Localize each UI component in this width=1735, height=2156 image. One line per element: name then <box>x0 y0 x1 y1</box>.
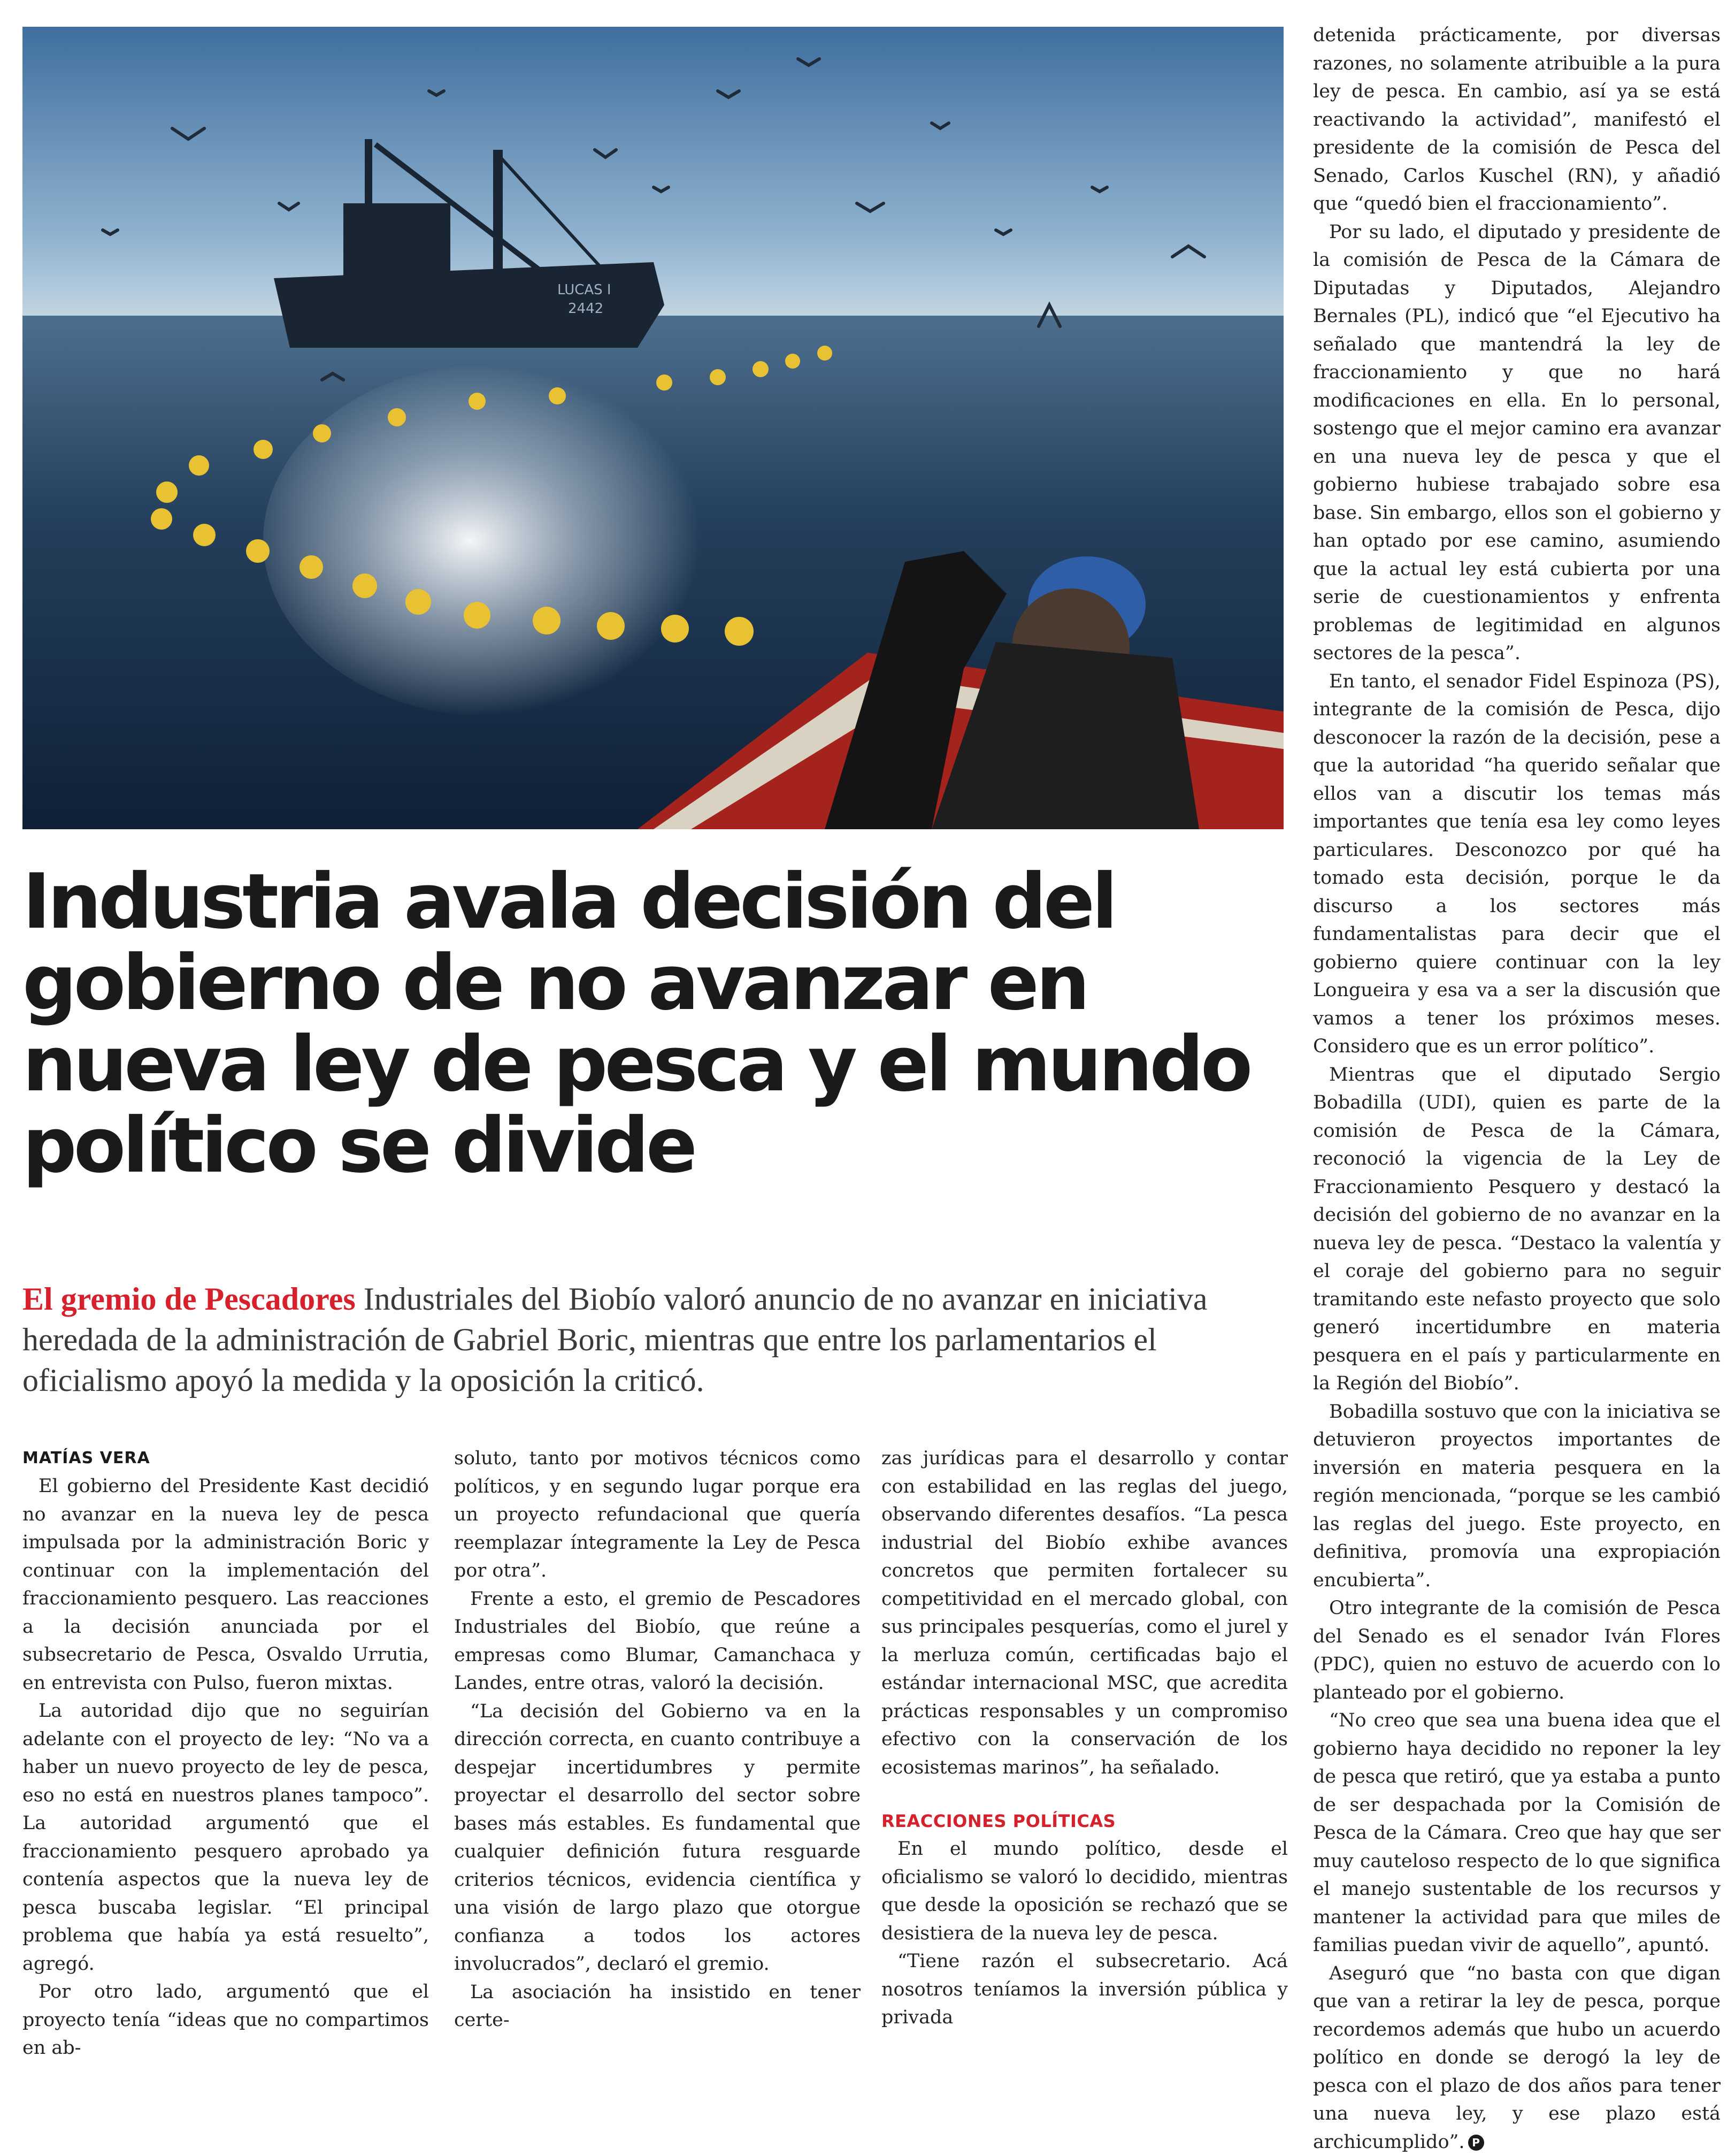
headline: Industria avala decisión del gobierno de no avanzar en nueva ley de pesca y el mundo político se divide <box>22 861 1274 1187</box>
deck-lead: El gremio de Pescadores <box>22 1281 356 1317</box>
paragraph: Frente a esto, el gremio de Pescadores Industriales del Biobío, que reúne a empresas como Blumar, Camanchaca y Landes, entre otras, valoró la decisión. <box>454 1585 861 1698</box>
paragraph: En el mundo político, desde el oficialismo se valoró lo decidido, mientras que desde la oposición se rechazó que se desistiera de la nueva ley de pesca. <box>881 1835 1288 1947</box>
paragraph: Por su lado, el diputado y presidente de la comisión de Pesca de la Cámara de Diputadas y Diputados, Alejandro Bernales (PL), indicó que “el Ejecutivo ha señalado que mantendrá la ley de fraccionamiento y que no hará modificaciones en ella. En lo personal, sostengo que el mejor camino era avanzar en una nueva ley de pesca y que el gobierno hubiese trabajado sobre esa base. Sin embargo, ellos son el gobierno y han optado por ese camino, asumiendo que la actual ley está cubierta por una serie de cuestionamientos y enfrenta problemas de legitimidad en algunos sectores de la pesca”. <box>1313 218 1721 668</box>
paragraph: detenida prácticamente, por diversas razones, no solamente atribuible a la pura ley de pesca. En cambio, así ya se está reactivando la actividad”, manifestó el presidente de la comisión de Pesca del Senado, Carlos Kuschel (RN), y añadió que “quedó bien el fraccionamiento”. <box>1313 21 1721 218</box>
last-paragraph <box>1313 1960 1721 2156</box>
paragraph: Por otro lado, argumentó que el proyecto tenía “ideas que no compartimos en ab- <box>22 1978 429 2062</box>
paragraph: “No creo que sea una buena idea que el gobierno haya decidido no reponer la ley de pesca que retiró, que ya estaba a punto de ser despachada por la Comisión de Pesca de la Cámara. Creo que hay que ser muy cauteloso respecto de lo que significa el manejo sustentable de los recursos y mantener la actividad para que miles de familias puedan vivir de aquello”, apuntó. <box>1313 1707 1721 1960</box>
body-column-2 <box>454 1444 861 2012</box>
hull-name: LUCAS I <box>557 282 611 298</box>
hull-number: 2442 <box>568 301 603 317</box>
body-column-4 <box>1313 21 1721 2012</box>
deck-text: Industriales del Biobío valoró anuncio de no avanzar en iniciativa heredada de la administración de Gabriel Boric, mientras que entre los parlamentarios el oficialismo apoyó la medida y la oposición la criticó. <box>22 1281 1208 1398</box>
paragraph: Otro integrante de la comisión de Pesca del Senado es el senador Iván Flores (PDC), quien no estuvo de acuerdo con lo planteado por el gobierno. <box>1313 1594 1721 1707</box>
paragraph: Mientras que el diputado Sergio Bobadilla (UDI), quien es parte de la comisión de Pesca de la Cámara, reconoció la vigencia de la Ley de Fraccionamiento Pesquero y destacó la decisión del gobierno de no avanzar en la nueva ley de pesca. “Destaco la valentía y el coraje del gobierno para no seguir tramitando este nefasto proyecto que solo generó incertidumbre en materia pesquera en el país y particularmente en la Región del Biobío”. <box>1313 1061 1721 1398</box>
fishing-boat-photo <box>22 27 1284 829</box>
article-photo <box>22 27 1284 829</box>
paragraph: La asociación ha insistido en tener certe- <box>454 1978 861 2035</box>
deck <box>22 1279 1274 1401</box>
paragraph: “La decisión del Gobierno va en la dirección correcta, en cuanto contribuye a despejar incertidumbres y permite proyectar el desarrollo del sector sobre bases más estables. Es fundamental que cualquier definición futura resguarde criterios técnicos, evidencia científica y una visión de largo plazo que otorgue confianza a todos los actores involucrados”, declaró el gremio. <box>454 1698 861 1978</box>
paragraph: En tanto, el senador Fidel Espinoza (PS), integrante de la comisión de Pesca, dijo desconocer la razón de la decisión, pese a que la autoridad “ha querido señalar que ellos van a discutir los temas más importantes que tenía esa ley como leyes particulares. Desconozco por qué ha tomado esta decisión, porque le da discurso a los sectores más fundamentalistas para decir que el gobierno quiere continuar con la ley Longueira y esa va a ser la discusión que vamos a tener los próximos meses. Considero que es un error político”. <box>1313 668 1721 1061</box>
paragraph: Bobadilla sostuvo que con la iniciativa se detuvieron proyectos importantes de inversión en materia pesquera en la región mencionada, “porque se les cambió las reglas del juego. Este proyecto, en definitiva, promovía una expropiación encubierta”. <box>1313 1398 1721 1595</box>
byline: MATÍAS VERA <box>22 1444 429 1472</box>
body-column-1 <box>22 1444 429 2012</box>
paragraph-text: Aseguró que “no basta con que digan que van a retirar la ley de pesca, porque recordemos además que hubo un acuerdo político en donde se derogó la ley de pesca con el plazo de dos años para tener una nueva ley, y ese plazo está archicumplido”. <box>1313 1963 1721 2153</box>
paragraph: soluto, tanto por motivos técnicos como políticos, y en segundo lugar porque era un proyecto refundacional que quería reemplazar íntegramente la Ley de Pesca por otra”. <box>454 1444 861 1585</box>
end-mark-icon: P <box>1468 2135 1484 2151</box>
section-subhead: REACCIONES POLÍTICAS <box>881 1807 1288 1835</box>
paragraph: El gobierno del Presidente Kast decidió no avanzar en la nueva ley de pesca impulsada por la administración Boric y continuar con la implementación del fraccionamiento pesquero. Las reacciones a la decisión anunciada por el subsecretario de Pesca, Osvaldo Urrutia, en entrevista con Pulso, fueron mixtas. <box>22 1472 429 1697</box>
paragraph: zas jurídicas para el desarrollo y contar con estabilidad en las reglas del juego, observando diferentes desafíos. “La pesca industrial del Biobío exhibe avances concretos que permiten fortalecer su competitividad en el mercado global, con sus principales pesquerías, como el jurel y la merluza común, certificadas bajo el estándar internacional MSC, que acredita prácticas responsables y un compromiso efectivo con la conservación de los ecosistemas marinos”, ha señalado. <box>881 1444 1288 1782</box>
body-column-3 <box>881 1444 1288 2012</box>
paragraph: “Tiene razón el subsecretario. Acá nosotros teníamos la inversión pública y privada <box>881 1947 1288 2032</box>
paragraph: La autoridad dijo que no seguirían adelante con el proyecto de ley: “No va a haber un nuevo proyecto de ley de pesca, eso no está en nuestros planes tampoco”. La autoridad argumentó que el fraccionamiento pesquero aprobado ya contenía aspectos que la nueva ley de pesca buscaba legislar. “El principal problema que había ya está resuelto”, agregó. <box>22 1697 429 1978</box>
